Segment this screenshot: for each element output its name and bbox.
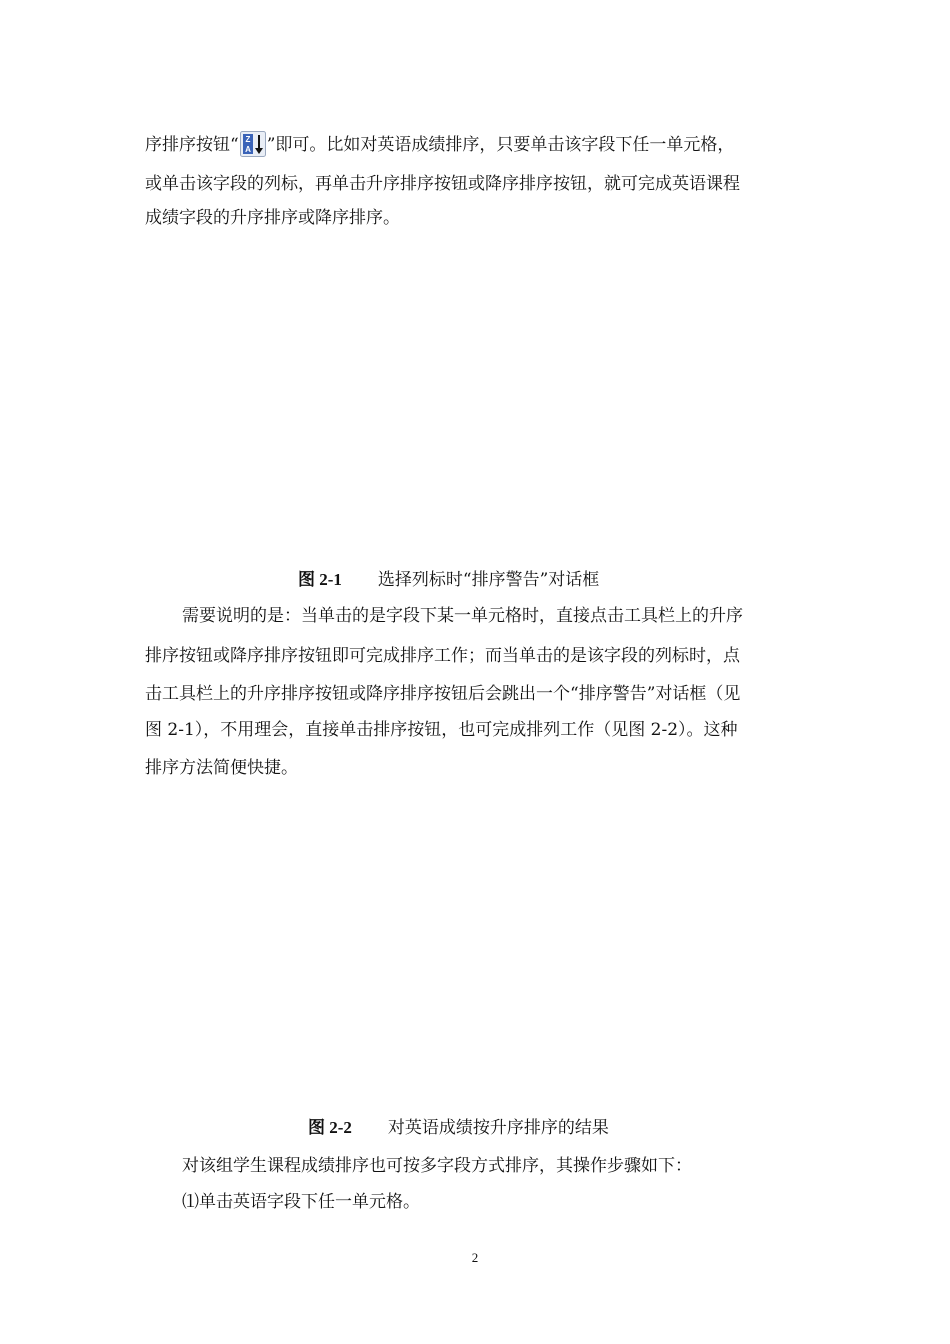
figure-1-caption	[298, 569, 599, 591]
paragraph-3-line-1: 对该组学生课程成绩排序也可按多字段方式排序，其操作步骤如下：	[182, 1156, 692, 1176]
sort-descending-icon	[240, 131, 266, 157]
paragraph-2-line-4: 图 2-1），不用理会，直接单击排序按钮，也可完成排列工作（见图 2-2）。这种	[145, 720, 738, 740]
figure-2-number: 图 2-2	[308, 1118, 352, 1137]
step-1: ⑴单击英语字段下任一单元格。	[182, 1192, 420, 1212]
paragraph-1-text-before-icon: 序排序按钮“	[145, 135, 239, 155]
paragraph-2-line-1: 需要说明的是：当单击的是字段下某一单元格时，直接点击工具栏上的升序	[182, 606, 743, 626]
paragraph-2-line-3: 击工具栏上的升序排序按钮或降序排序按钮后会跳出一个“排序警告”对话框（见	[145, 684, 741, 704]
figure-2-caption-text: 对英语成绩按升序排序的结果	[387, 1118, 609, 1138]
page-number: 2	[471, 1250, 479, 1265]
paragraph-2-line-5: 排序方法简便快捷。	[145, 758, 298, 778]
figure-2-area	[145, 790, 807, 1110]
icon-letter-z: Z	[245, 135, 251, 144]
figure-1-caption-text: 选择列标时“排序警告”对话框	[377, 570, 600, 590]
paragraph-2-line-2: 排序按钮或降序排序按钮即可完成排序工作；而当单击的是该字段的列标时，点	[145, 646, 740, 666]
figure-1-area	[145, 240, 807, 560]
paragraph-1-line-1	[145, 131, 734, 157]
figure-2-caption	[308, 1117, 609, 1139]
icon-letter-a: A	[244, 145, 251, 154]
paragraph-1-text-after-icon: ”即可。比如对英语成绩排序，只要单击该字段下任一单元格，	[266, 135, 735, 155]
paragraph-1-line-2: 或单击该字段的列标，再单击升序排序按钮或降序排序按钮，就可完成英语课程	[145, 174, 740, 194]
figure-1-number: 图 2-1	[298, 570, 342, 589]
paragraph-1-line-3: 成绩字段的升序排序或降序排序。	[145, 208, 400, 228]
